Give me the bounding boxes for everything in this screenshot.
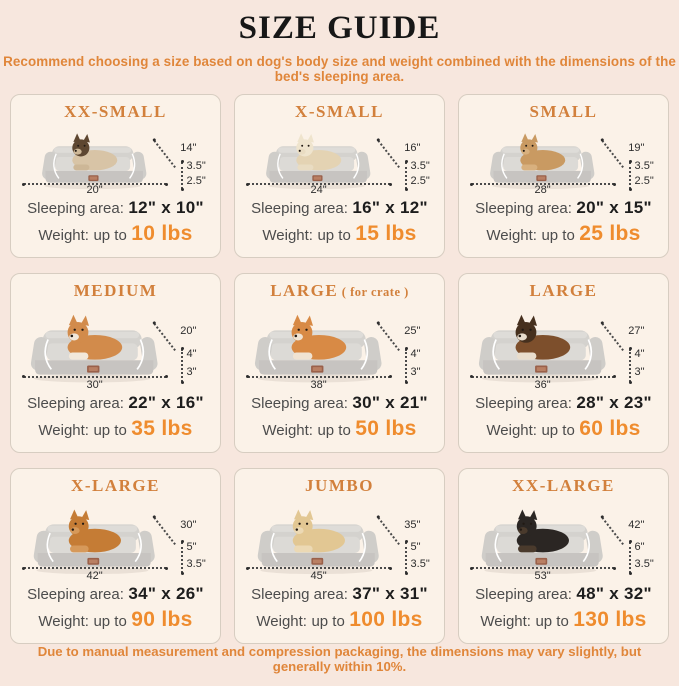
width-dimension-label: 24": [310, 184, 327, 197]
size-name: [235, 281, 444, 301]
size-name-text: SMALL: [529, 102, 598, 122]
bed-illustration-area: [459, 496, 668, 583]
width-dimension-line: [472, 567, 614, 569]
width-dimension-label: 38": [310, 379, 327, 392]
pet-nose: [75, 150, 77, 152]
width-dimension-line: [472, 376, 614, 378]
sleeping-area-value: 28" x 23": [576, 393, 652, 413]
pet-eye-left: [74, 328, 76, 330]
weight-label: Weight:: [486, 226, 537, 244]
sleeping-area-label: Sleeping area:: [475, 395, 572, 413]
weight-value: 10 lbs: [131, 221, 193, 245]
weight-label: Weight:: [262, 226, 313, 244]
width-dimension-label: 36": [534, 379, 551, 392]
bolster-height-label: 3.5": [410, 160, 430, 173]
pet-head: [292, 322, 313, 343]
pet-eye-left: [302, 145, 304, 147]
pet-eye-right: [532, 145, 534, 147]
dog-bed-illustration: [19, 307, 169, 385]
bed-illustration-area: [11, 496, 220, 583]
base-height-label: 3": [410, 365, 421, 378]
size-card-jumbo: [234, 468, 445, 644]
size-name-text: LARGE: [529, 281, 598, 301]
bed-illustration-area: [11, 122, 220, 197]
bed-brand-tag-inner: [313, 559, 322, 563]
weight-value: 25 lbs: [579, 221, 641, 245]
pet-snout: [298, 148, 306, 154]
depth-dimension-label: 16": [404, 141, 421, 154]
size-name: [459, 102, 668, 122]
base-height-label: 2.5": [186, 175, 206, 188]
page-title: SIZE GUIDE: [238, 10, 441, 46]
weight-line: [11, 606, 220, 634]
bolster-height-label: 4": [186, 347, 197, 360]
pet-nose: [520, 528, 522, 530]
weight-value: 50 lbs: [355, 416, 417, 440]
sleeping-area-line: [235, 583, 444, 606]
pet-eye-left: [75, 522, 77, 524]
size-name-suffix: ( for crate ): [338, 285, 409, 300]
size-name-text: MEDIUM: [73, 281, 158, 301]
pet-eye-left: [299, 522, 301, 524]
pet-eye-left: [523, 522, 525, 524]
pet-eye-left: [78, 145, 80, 147]
dog-bed-illustration: [467, 307, 617, 385]
pet-snout: [295, 527, 304, 534]
base-height-label: 3": [186, 365, 197, 378]
pet-nose: [296, 528, 298, 530]
width-dimension-label: 42": [86, 570, 103, 583]
pet-head: [517, 516, 537, 536]
depth-dimension-label: 42": [628, 518, 645, 531]
weight-prefix: up to: [93, 226, 127, 244]
size-name: [11, 281, 220, 301]
base-height-label: 3.5": [410, 557, 430, 570]
depth-dimension-label: 30": [180, 518, 197, 531]
weight-label: Weight:: [480, 612, 531, 630]
pet-snout: [71, 527, 80, 534]
width-dimension-label: 53": [534, 570, 551, 583]
base-height-label: 2.5": [634, 175, 654, 188]
dog-bed-illustration: [243, 502, 393, 577]
size-name: [11, 102, 220, 122]
dog-bed-illustration: [243, 127, 393, 191]
pet-eye-right: [82, 328, 84, 330]
size-info: [11, 197, 220, 257]
sleeping-area-line: [459, 197, 668, 220]
bed-illustration-area: [235, 496, 444, 583]
weight-line: [11, 220, 220, 248]
pet-eye-right: [530, 328, 532, 330]
sleeping-area-line: [11, 583, 220, 606]
size-name-text: XX-LARGE: [512, 476, 615, 496]
pet-snout: [70, 333, 80, 340]
width-dimension-label: 45": [310, 570, 327, 583]
pet-nose: [71, 334, 74, 337]
weight-line: [459, 606, 668, 634]
bed-illustration-area: [235, 301, 444, 392]
weight-prefix: up to: [535, 612, 569, 630]
pet-eye-right: [306, 522, 308, 524]
pet-eye-right: [84, 145, 86, 147]
height-dimension-line: [181, 349, 183, 382]
weight-value: 60 lbs: [579, 416, 641, 440]
pet-head: [293, 516, 313, 536]
width-dimension-line: [248, 376, 390, 378]
sleeping-area-value: 22" x 16": [128, 393, 204, 413]
size-card-xx-small: [10, 94, 221, 258]
sleeping-area-line: [11, 392, 220, 415]
weight-line: [235, 606, 444, 634]
sleeping-area-label: Sleeping area:: [27, 395, 124, 413]
sleeping-area-line: [11, 197, 220, 220]
height-dimension-line: [405, 349, 407, 382]
sleeping-area-label: Sleeping area:: [251, 395, 348, 413]
weight-prefix: up to: [541, 421, 575, 439]
pet-nose: [295, 334, 298, 337]
depth-dimension-label: 27": [628, 324, 645, 337]
page-subtitle: Recommend choosing a size based on dog's body size and weight combined with the dimensions of the bed's sleeping area.: [3, 54, 676, 85]
sleeping-area-value: 37" x 31": [352, 584, 428, 604]
weight-prefix: up to: [541, 226, 575, 244]
size-name: [235, 476, 444, 496]
depth-dimension-label: 20": [180, 324, 197, 337]
size-name-text: XX-SMALL: [64, 102, 167, 122]
size-card-large: [458, 273, 669, 453]
sleeping-area-label: Sleeping area:: [475, 586, 572, 604]
weight-prefix: up to: [93, 612, 127, 630]
size-info: [235, 583, 444, 643]
pet-head: [516, 322, 537, 343]
depth-dimension-label: 19": [628, 141, 645, 154]
width-dimension-line: [248, 567, 390, 569]
weight-prefix: up to: [317, 226, 351, 244]
bolster-height-label: 6": [634, 540, 645, 553]
height-dimension-line: [181, 162, 183, 189]
size-card-medium: [10, 273, 221, 453]
sleeping-area-line: [235, 392, 444, 415]
pet-nose: [299, 150, 301, 152]
pet-snout: [294, 333, 304, 340]
size-name: [235, 102, 444, 122]
size-name-text: X-LARGE: [71, 476, 160, 496]
size-name: [459, 281, 668, 301]
pet-eye-right: [306, 328, 308, 330]
width-dimension-label: 20": [86, 184, 103, 197]
bolster-height-label: 3.5": [186, 160, 206, 173]
weight-line: [459, 415, 668, 443]
height-dimension-line: [629, 162, 631, 189]
size-info: [235, 392, 444, 452]
dog-bed-illustration: [243, 307, 393, 385]
size-info: [459, 197, 668, 257]
pet-head: [73, 139, 90, 156]
weight-line: [11, 415, 220, 443]
width-dimension-line: [24, 376, 166, 378]
sleeping-area-value: 34" x 26": [128, 584, 204, 604]
weight-prefix: up to: [93, 421, 127, 439]
weight-value: 130 lbs: [573, 607, 647, 631]
weight-value: 35 lbs: [131, 416, 193, 440]
bed-brand-tag-inner: [537, 367, 546, 371]
size-info: [11, 392, 220, 452]
weight-prefix: up to: [311, 612, 345, 630]
pet-head: [69, 516, 89, 536]
bolster-height-label: 4": [410, 347, 421, 360]
height-dimension-line: [405, 162, 407, 189]
bed-brand-tag-inner: [538, 176, 545, 179]
sleeping-area-label: Sleeping area:: [475, 200, 572, 218]
sleeping-area-label: Sleeping area:: [27, 200, 124, 218]
weight-label: Weight:: [38, 421, 89, 439]
weight-value: 15 lbs: [355, 221, 417, 245]
size-name-text: X-SMALL: [295, 102, 384, 122]
pet-snout: [522, 148, 530, 154]
sleeping-area-line: [459, 392, 668, 415]
size-info: [11, 583, 220, 643]
pet-eye-left: [522, 328, 524, 330]
weight-label: Weight:: [38, 612, 89, 630]
depth-dimension-label: 25": [404, 324, 421, 337]
base-height-label: 2.5": [410, 175, 430, 188]
base-height-label: 3.5": [634, 557, 654, 570]
sleeping-area-value: 20" x 15": [576, 198, 652, 218]
bed-brand-tag-inner: [313, 367, 322, 371]
bed-brand-tag-inner: [89, 367, 98, 371]
sleeping-area-value: 16" x 12": [352, 198, 428, 218]
size-card-x-large: [10, 468, 221, 644]
sleeping-area-value: 30" x 21": [352, 393, 428, 413]
size-grid: [0, 94, 679, 644]
size-info: [459, 392, 668, 452]
pet-eye-left: [526, 145, 528, 147]
bed-illustration-area: [235, 122, 444, 197]
bolster-height-label: 5": [186, 540, 197, 553]
bolster-height-label: 4": [634, 347, 645, 360]
height-dimension-line: [629, 542, 631, 573]
pet-eye-right: [308, 145, 310, 147]
bed-illustration-area: [11, 301, 220, 392]
weight-line: [235, 220, 444, 248]
weight-label: Weight:: [262, 421, 313, 439]
bed-brand-tag-inner: [314, 176, 321, 179]
pet-nose: [523, 150, 525, 152]
weight-prefix: up to: [317, 421, 351, 439]
width-dimension-label: 28": [534, 184, 551, 197]
size-name: [11, 476, 220, 496]
dog-bed-illustration: [467, 127, 617, 191]
pet-nose: [519, 334, 522, 337]
header: [0, 0, 679, 84]
pet-snout: [74, 148, 82, 154]
size-card-small: [458, 94, 669, 258]
footer-note: Due to manual measurement and compression packaging, the dimensions may vary slightly, but generally within 10%.: [37, 644, 642, 675]
weight-label: Weight:: [38, 226, 89, 244]
weight-line: [459, 220, 668, 248]
sleeping-area-label: Sleeping area:: [251, 586, 348, 604]
bolster-height-label: 3.5": [634, 160, 654, 173]
sleeping-area-line: [235, 197, 444, 220]
depth-dimension-label: 35": [404, 518, 421, 531]
size-info: [459, 583, 668, 643]
bed-brand-tag-inner: [90, 176, 97, 179]
size-name-text: LARGE: [270, 281, 339, 301]
pet-snout: [518, 333, 528, 340]
pet-head: [297, 139, 314, 156]
size-info: [235, 197, 444, 257]
sleeping-area-label: Sleeping area:: [27, 586, 124, 604]
size-card-x-small: [234, 94, 445, 258]
base-height-label: 3": [634, 365, 645, 378]
size-card-xx-large: [458, 468, 669, 644]
depth-dimension-label: 14": [180, 141, 197, 154]
weight-line: [235, 415, 444, 443]
sleeping-area-line: [459, 583, 668, 606]
width-dimension-label: 30": [86, 379, 103, 392]
weight-label: Weight:: [256, 612, 307, 630]
bed-brand-tag-inner: [89, 559, 98, 563]
sleeping-area-label: Sleeping area:: [251, 200, 348, 218]
weight-value: 100 lbs: [349, 607, 423, 631]
dog-bed-illustration: [467, 502, 617, 577]
pet-eye-right: [82, 522, 84, 524]
height-dimension-line: [181, 542, 183, 573]
base-height-label: 3.5": [186, 557, 206, 570]
pet-snout: [519, 527, 528, 534]
height-dimension-line: [405, 542, 407, 573]
pet-eye-right: [530, 522, 532, 524]
weight-value: 90 lbs: [131, 607, 193, 631]
height-dimension-line: [629, 349, 631, 382]
pet-head: [68, 322, 89, 343]
bed-illustration-area: [459, 301, 668, 392]
pet-nose: [72, 528, 74, 530]
sleeping-area-value: 48" x 32": [576, 584, 652, 604]
pet-eye-left: [298, 328, 300, 330]
size-name-text: JUMBO: [305, 476, 374, 496]
bed-brand-tag-inner: [537, 559, 546, 563]
weight-label: Weight:: [486, 421, 537, 439]
bed-illustration-area: [459, 122, 668, 197]
size-card-large-crate: [234, 273, 445, 453]
sleeping-area-value: 12" x 10": [128, 198, 204, 218]
size-name: [459, 476, 668, 496]
pet-head: [521, 139, 538, 156]
dog-bed-illustration: [19, 127, 169, 191]
dog-bed-illustration: [19, 502, 169, 577]
width-dimension-line: [24, 567, 166, 569]
bolster-height-label: 5": [410, 540, 421, 553]
